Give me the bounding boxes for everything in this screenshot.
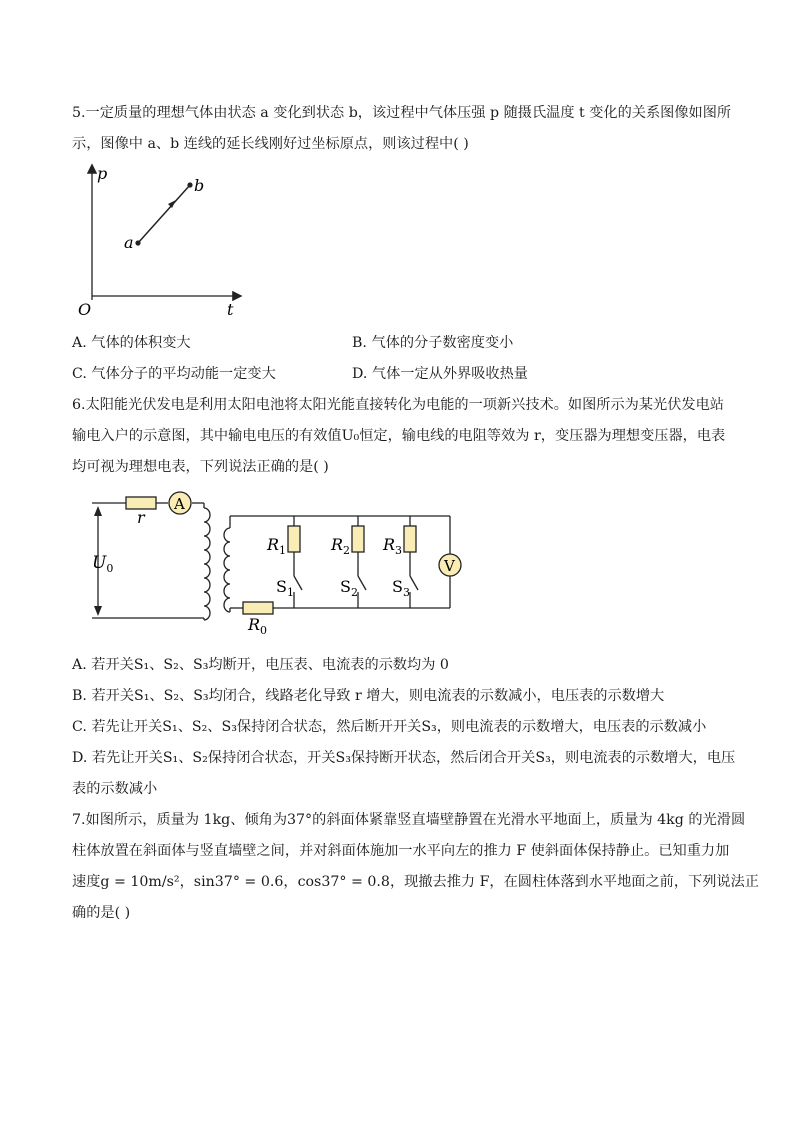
q6-option-c: C. 若先让开关S₁、S₂、S₃保持闭合状态，然后断开开关S₃，则电流表的示数增大，电压表的示数减小 bbox=[72, 719, 707, 735]
q6-option-a: A. 若开关S₁、S₂、S₃均断开，电压表、电流表的示数均为 0 bbox=[72, 657, 449, 673]
q6-stem-line-2: 输电入户的示意图，其中输电电压的有效值U₀恒定，输电线的电阻等效为 r，变压器为理想变压器，电表 bbox=[72, 428, 726, 444]
q5-pt-graph bbox=[72, 162, 272, 322]
q6-option-d-line-1: D. 若先让开关S₁、S₂保持闭合状态，开关S₃保持断开状态，然后闭合开关S₃，则电流表的示数增大，电压 bbox=[72, 750, 736, 766]
label-r3: $R_3$ bbox=[383, 535, 403, 557]
q5-option-d: D. 气体一定从外界吸收热量 bbox=[352, 366, 528, 382]
q6-circuit-diagram bbox=[80, 488, 480, 638]
q7-stem-line-1: 7.如图所示，质量为 1kg、倾角为37°的斜面体紧靠竖直墙壁静置在光滑水平地面上，质量为 4kg 的光滑圆 bbox=[72, 812, 746, 828]
resistor-r0 bbox=[243, 602, 273, 614]
q5-stem-line-1: 5.一定质量的理想气体由状态 a 变化到状态 b，该过程中气体压强 p 随摄氏温度 t 变化的关系图像如图所 bbox=[72, 105, 732, 121]
ab-line bbox=[138, 185, 190, 243]
resistor-r3 bbox=[404, 526, 416, 552]
label-r0: $R_0$ bbox=[248, 615, 268, 637]
label-origin: O bbox=[78, 300, 92, 319]
label-s3: $S_3$ bbox=[392, 577, 410, 599]
q5-option-a: A. 气体的体积变大 bbox=[72, 335, 191, 351]
label-a: a bbox=[124, 233, 134, 252]
q7-stem-line-4: 确的是( ) bbox=[72, 905, 131, 921]
label-r: r bbox=[137, 508, 145, 527]
q7-stem-line-2: 柱体放置在斜面体与竖直墙壁之间，并对斜面体施加一水平向左的推力 F 使斜面体保持静止。已知重力加 bbox=[72, 843, 730, 859]
q6-option-d-line-2: 表的示数减小 bbox=[72, 781, 158, 797]
label-u0: $U_0$ bbox=[92, 553, 114, 575]
point-b bbox=[187, 182, 192, 187]
q6-stem-line-3: 均可视为理想电表，下列说法正确的是( ) bbox=[72, 459, 329, 475]
direction-arrow bbox=[168, 200, 176, 208]
resistor-r2 bbox=[352, 526, 364, 552]
point-a bbox=[135, 240, 140, 245]
label-s1: $S_1$ bbox=[276, 577, 294, 599]
voltmeter-label: V bbox=[444, 557, 455, 575]
label-r2: $R_2$ bbox=[331, 535, 351, 557]
q5-option-c: C. 气体分子的平均动能一定变大 bbox=[72, 366, 276, 382]
label-p: p bbox=[97, 164, 108, 183]
q5-option-b: B. 气体的分子数密度变小 bbox=[352, 335, 514, 351]
ammeter-label: A bbox=[174, 495, 185, 513]
q6-option-b: B. 若开关S₁、S₂、S₃均闭合，线路老化导致 r 增大，则电流表的示数减小，电压表的示数增大 bbox=[72, 688, 665, 704]
q6-stem-line-1: 6.太阳能光伏发电是利用太阳电池将太阳光能直接转化为电能的一项新兴技术。如图所示为某光伏发电站 bbox=[72, 397, 724, 413]
label-t: t bbox=[227, 300, 234, 319]
q5-stem-line-2: 示，图像中 a、b 连线的延长线刚好过坐标原点，则该过程中( ) bbox=[72, 136, 469, 152]
label-b: b bbox=[194, 176, 205, 195]
label-s2: $S_2$ bbox=[340, 577, 358, 599]
q7-stem-line-3: 速度g = 10m/s²，sin37° = 0.6，cos37° = 0.8，现撤去推力 F，在圆柱体落到水平地面之前，下列说法正 bbox=[72, 874, 759, 890]
resistor-r1 bbox=[288, 526, 300, 552]
label-r1: $R_1$ bbox=[267, 535, 287, 557]
